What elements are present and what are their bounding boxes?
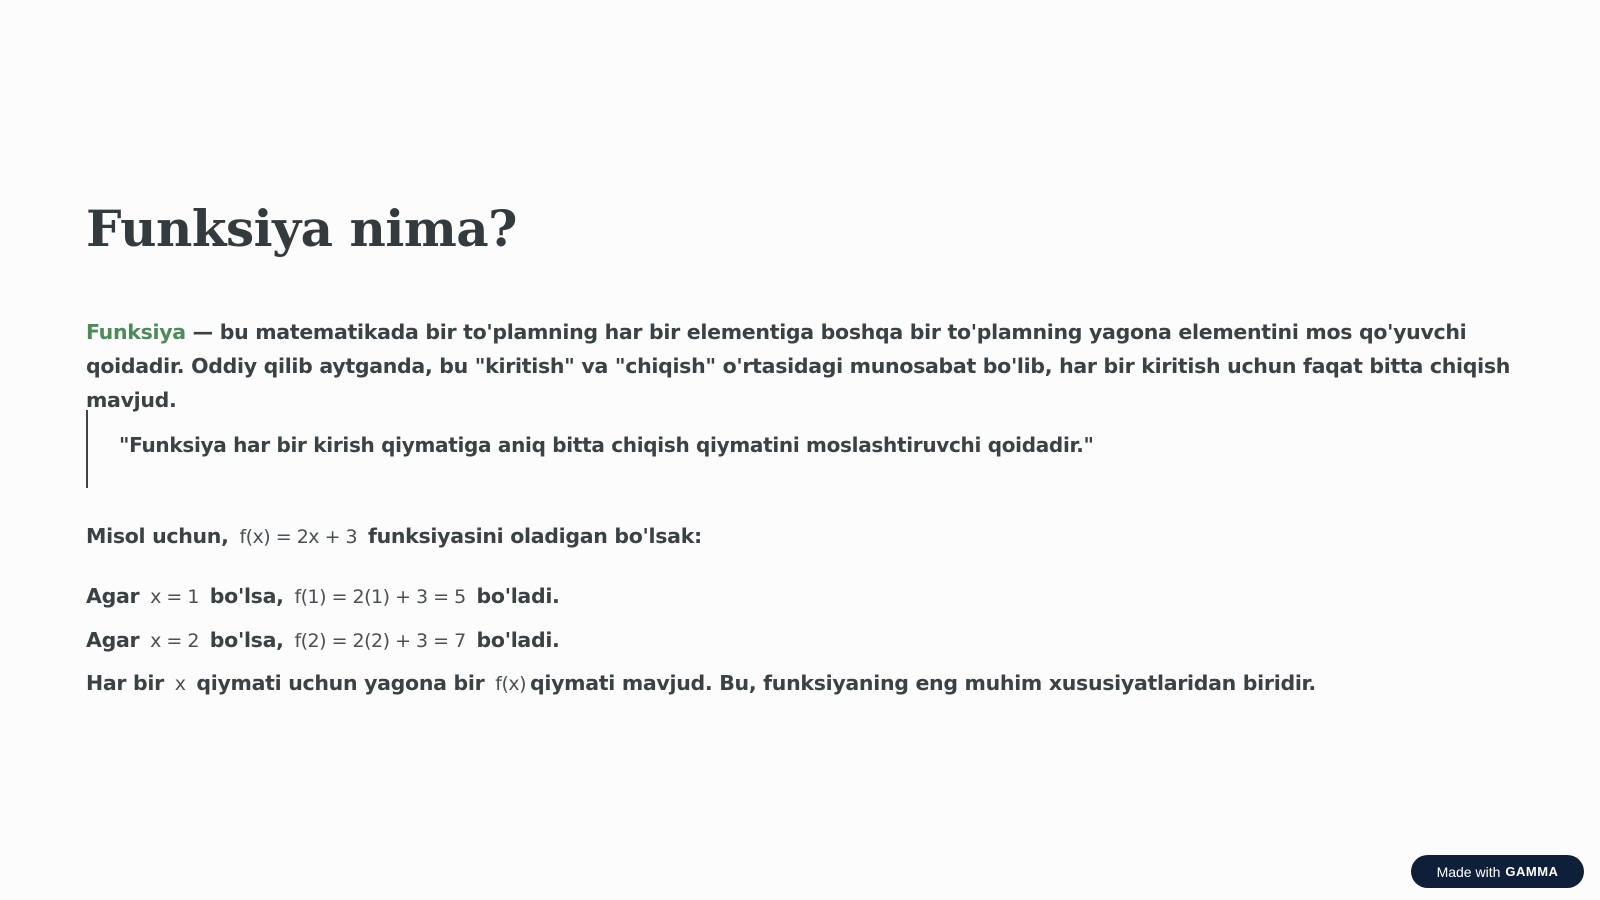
- example-intro-after: funksiyasini oladigan bo'lsak:: [361, 524, 702, 548]
- example-intro: [86, 521, 702, 552]
- function-formula: f(x) = 2x + 3: [239, 526, 358, 548]
- slide-title: Funksiya nima?: [86, 199, 517, 258]
- example-suffix: bo'ladi.: [469, 584, 560, 608]
- example-result: f(2) = 2(2) + 3 = 7: [294, 630, 466, 652]
- blockquote: [86, 410, 1386, 488]
- example-middle: bo'lsa,: [202, 628, 291, 652]
- made-with-gamma-badge[interactable]: [1411, 855, 1584, 888]
- summary-line: [86, 668, 1316, 699]
- definition-paragraph: [86, 315, 1516, 417]
- example-line-1: [86, 581, 560, 612]
- example-intro-before: Misol uchun,: [86, 524, 236, 548]
- blockquote-text: "Funksiya har bir kirish qiymatiga aniq bitta chiqish qiymatini moslashtiruvchi qoidadir.": [119, 433, 1094, 457]
- summary-middle: qiymati uchun yagona bir: [189, 671, 492, 695]
- definition-term: Funksiya: [86, 320, 186, 344]
- summary-after: qiymati mavjud. Bu, funksiyaning eng muhim xususiyatlaridan biridir.: [530, 671, 1316, 695]
- badge-prefix: Made with: [1436, 863, 1501, 880]
- definition-text: — bu matematikada bir to'plamning har bir elementiga boshqa bir to'plamning yagona elementini mos qo'yuvchi qoidadir. Oddiy qilib aytganda, bu "kiritish" va "chiqish" o'rtasidagi munosabat bo'lib, har bir kiritish uchun faqat bitta chiqish mavjud.: [86, 320, 1511, 412]
- example-prefix: Agar: [86, 628, 147, 652]
- summary-fx: f(x): [495, 673, 527, 695]
- gamma-logo: GAMMA: [1505, 864, 1559, 879]
- example-line-2: [86, 625, 560, 656]
- example-condition: x = 1: [150, 586, 199, 608]
- summary-variable: x: [174, 673, 186, 695]
- summary-before: Har bir: [86, 671, 171, 695]
- example-suffix: bo'ladi.: [469, 628, 560, 652]
- example-condition: x = 2: [150, 630, 199, 652]
- example-result: f(1) = 2(1) + 3 = 5: [294, 586, 466, 608]
- example-prefix: Agar: [86, 584, 147, 608]
- example-middle: bo'lsa,: [202, 584, 291, 608]
